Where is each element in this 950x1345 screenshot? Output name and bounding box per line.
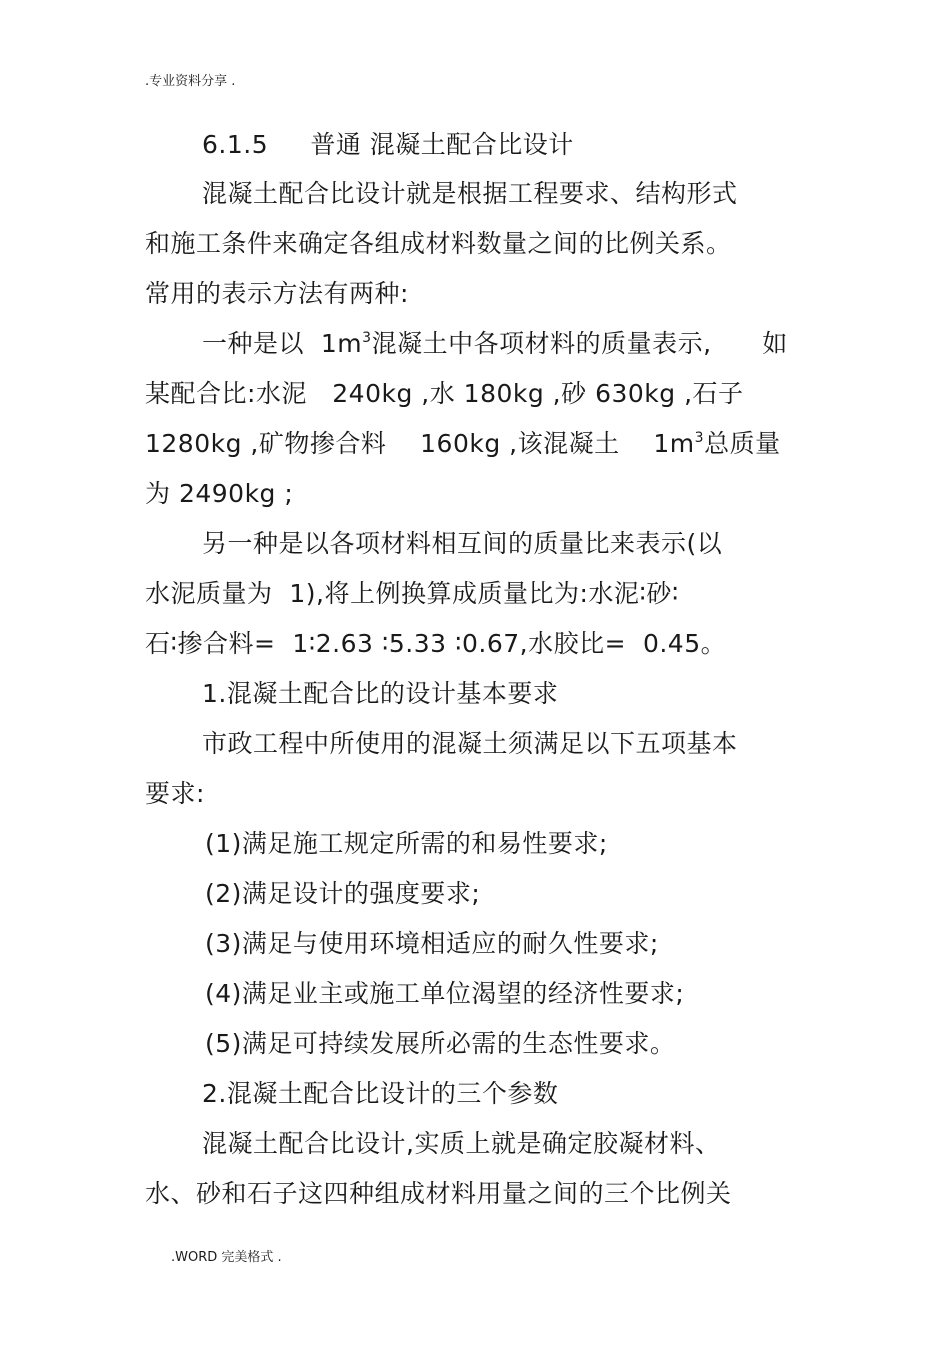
paragraph-line: 混凝土配合比设计,实质上就是确定胶凝材料、 xyxy=(202,1129,721,1158)
page-header: .专业资料分享 . xyxy=(145,74,236,89)
paragraph-line: 另一种是以各项材料相互间的质量比来表示(以 xyxy=(202,529,723,558)
paragraph-line: 要求: xyxy=(145,779,205,808)
paragraph-line: 1280kg ,矿物掺合料 160kg ,该混凝土 $1m^3$总质量 xyxy=(145,429,781,458)
paragraph-line: 石∶掺合料= 1∶2.63 ∶5.33 ∶0.67,水胶比= 0.45。 xyxy=(145,629,727,658)
section-title: 6.1.5 普通 混凝土配合比设计 xyxy=(202,130,574,159)
paragraph-line: 市政工程中所使用的混凝土须满足以下五项基本 xyxy=(202,729,738,758)
list-item: (5)满足可持续发展所必需的生态性要求。 xyxy=(205,1029,676,1058)
list-item: (4)满足业主或施工单位渴望的经济性要求; xyxy=(205,979,685,1008)
paragraph-line: 混凝土配合比设计就是根据工程要求、结构形式 xyxy=(202,179,738,208)
page-footer: .WORD 完美格式 . xyxy=(171,1250,282,1265)
subsection-heading: 1.混凝土配合比的设计基本要求 xyxy=(202,679,559,708)
paragraph-line: 一种是以 $1m^3$混凝土中各项材料的质量表示, 如 xyxy=(202,329,788,358)
paragraph-line: 为 2490kg ; xyxy=(145,479,294,508)
list-item: (3)满足与使用环境相适应的耐久性要求; xyxy=(205,929,659,958)
list-item: (2)满足设计的强度要求; xyxy=(205,879,481,908)
paragraph-line: 某配合比:水泥 240kg ,水 180kg ,砂 630kg ,石子 xyxy=(145,379,744,408)
paragraph-line: 水、砂和石子这四种组成材料用量之间的三个比例关 xyxy=(145,1179,732,1208)
list-item: (1)满足施工规定所需的和易性要求; xyxy=(205,829,608,858)
paragraph-line: 常用的表示方法有两种: xyxy=(145,279,409,308)
paragraph-line: 和施工条件来确定各组成材料数量之间的比例关系。 xyxy=(145,229,732,258)
subsection-heading: 2.混凝土配合比设计的三个参数 xyxy=(202,1079,559,1108)
paragraph-line: 水泥质量为 1),将上例换算成质量比为:水泥∶砂∶ xyxy=(145,579,679,608)
